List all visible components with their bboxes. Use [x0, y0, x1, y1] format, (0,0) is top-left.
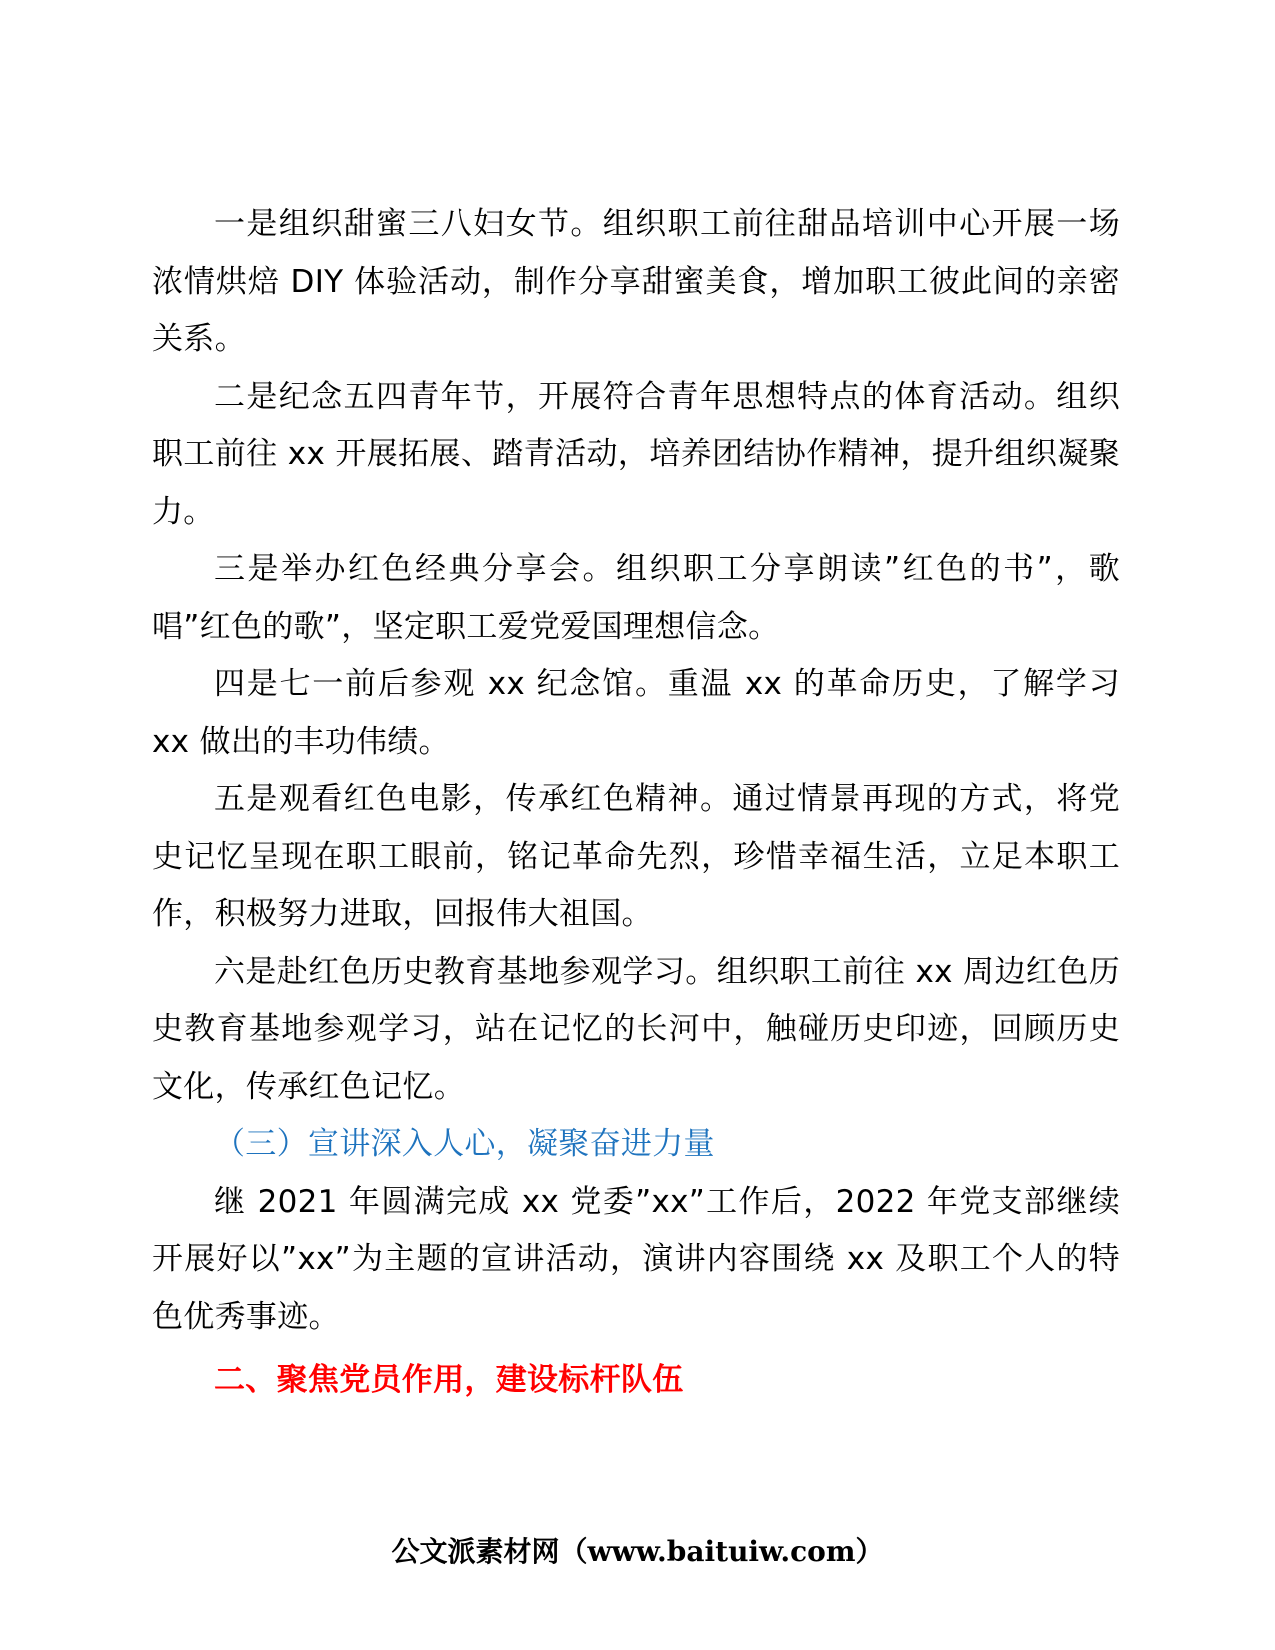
subheading: （三）宣讲深入人心，凝聚奋进力量 — [214, 1126, 715, 1162]
paragraph-education-base: 六是赴红色历史教育基地参观学习。组织职工前往 xx 周边红色历史教育基地参观学习，站在记忆的长河中，触碰历史印迹，回顾历史文化，传承红色记忆。 — [152, 953, 1120, 1105]
footer-watermark: 公文派素材网（www.baituiw.com） — [391, 1535, 884, 1568]
paragraph-red-movie: 五是观看红色电影，传承红色精神。通过情景再现的方式，将党史记忆呈现在职工眼前，铭记革命先烈，珍惜幸福生活，立足本职工作，积极努力进取，回报伟大祖国。 — [152, 781, 1120, 932]
paragraph-lecture: 继 2021 年圆满完成 xx 党委”xx”工作后，2022 年党支部继续开展好以”xx”为主题的宣讲活动，演讲内容围绕 xx 及职工个人的特色优秀事迹。 — [152, 1183, 1120, 1335]
paragraph-red-classics: 三是举办红色经典分享会。组织职工分享朗读”红色的书”，歌唱”红色的歌”，坚定职工爱党爱国理想信念。 — [152, 551, 1120, 645]
paragraph-memorial-visit: 四是七一前后参观 xx 纪念馆。重温 xx 的革命历史，了解学习 xx 做出的丰功伟绩。 — [152, 666, 1120, 760]
paragraph-youth-day: 二是纪念五四青年节，开展符合青年思想特点的体育活动。组织职工前往 xx 开展拓展、踏青活动，培养团结协作精神，提升组织凝聚力。 — [152, 378, 1120, 530]
main-heading: 二、聚焦党员作用，建设标杆队伍 — [214, 1362, 684, 1398]
document-body — [152, 196, 1120, 1410]
paragraph-women-day: 一是组织甜蜜三八妇女节。组织职工前往甜品培训中心开展一场浓情烘焙 DIY 体验活动，制作分享甜蜜美食，增加职工彼此间的亲密关系。 — [152, 206, 1120, 357]
